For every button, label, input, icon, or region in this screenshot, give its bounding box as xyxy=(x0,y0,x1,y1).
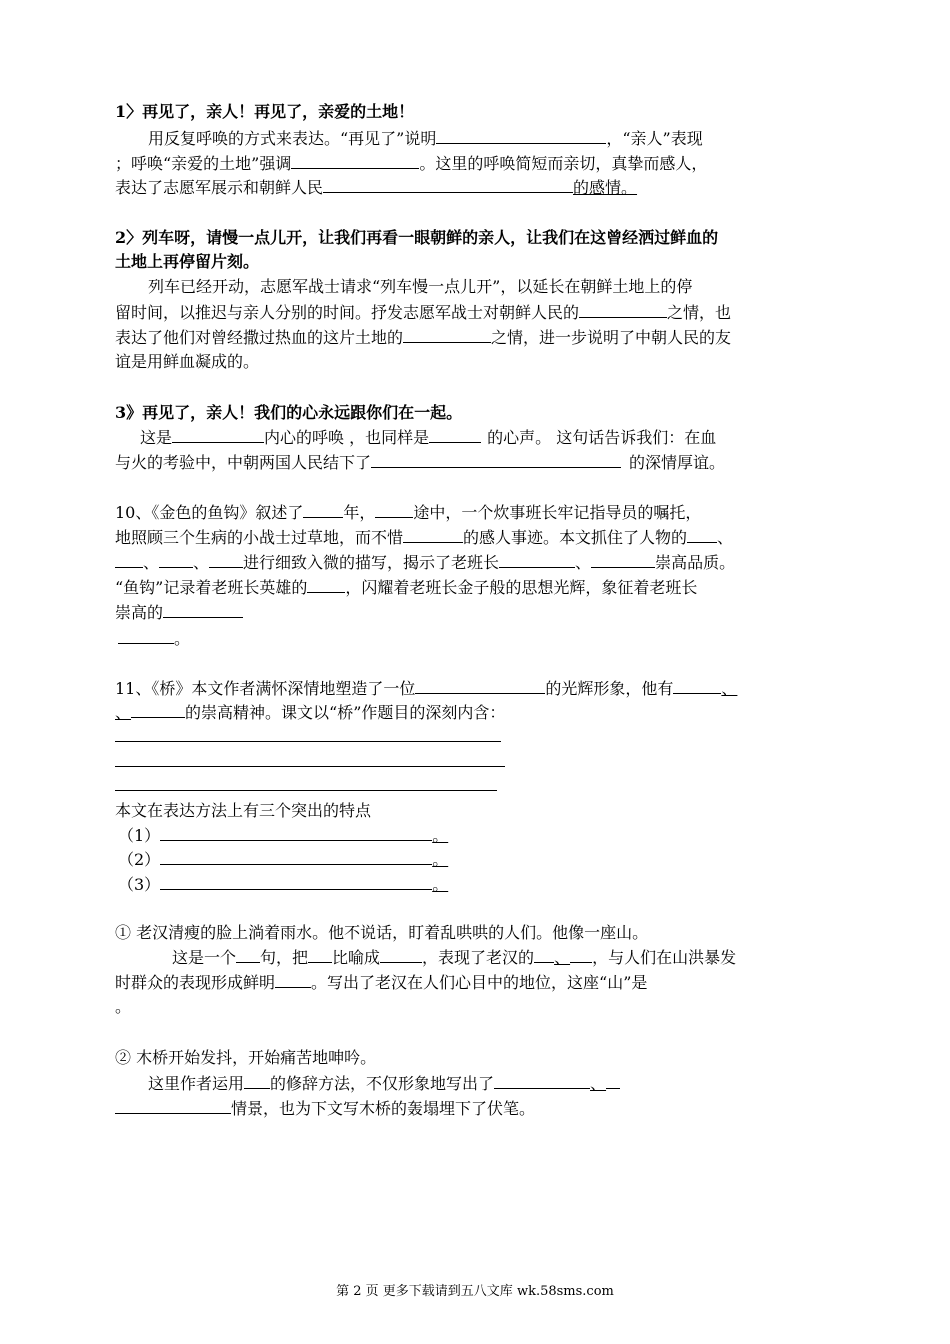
passage-2-quote: ② 木桥开始发抖，开始痛苦地呻吟。 xyxy=(115,1048,377,1067)
blank xyxy=(375,501,413,518)
text: 的修辞方法，不仅形象地写出了 xyxy=(270,1074,495,1093)
blank xyxy=(115,1097,231,1114)
passage-2-line-1 xyxy=(148,1072,620,1094)
blank xyxy=(499,551,575,568)
text: 。 xyxy=(432,875,449,894)
blank xyxy=(673,677,721,694)
text: 途中，一个炊事班长牢记指导员的嘱托， xyxy=(413,503,702,522)
text: 情景，也为下文写木桥的轰塌埋下了伏笔。 xyxy=(231,1099,536,1118)
blank xyxy=(236,946,260,963)
blank xyxy=(308,946,332,963)
text: ，“亲人”表现 xyxy=(606,129,703,148)
q11-features-heading: 本文在表达方法上有三个突出的特点 xyxy=(115,801,372,820)
blank xyxy=(687,526,717,543)
blank xyxy=(403,326,491,343)
text: （3） xyxy=(118,875,161,894)
text: ，与人们在山洪暴发 xyxy=(592,948,737,967)
text: 。 xyxy=(174,629,191,648)
blank xyxy=(172,426,264,443)
text: 。 xyxy=(432,826,449,845)
q11-item-3 xyxy=(118,873,448,895)
blank xyxy=(403,526,463,543)
text: 与火的考验中，中朝两国人民结下了 xyxy=(115,453,372,472)
text: 用反复呼唤的方式来表达。“再见了”说明 xyxy=(148,129,437,148)
text: 、 xyxy=(721,679,738,698)
text: 内心的呼唤 ，也同样是 xyxy=(264,428,430,447)
section-2-line-2 xyxy=(115,301,731,323)
q10-line-1 xyxy=(115,501,701,523)
text: 、 xyxy=(115,703,132,722)
text: 比喻成 xyxy=(332,948,381,967)
text: 、 xyxy=(575,553,592,572)
blank xyxy=(371,451,621,468)
blank xyxy=(429,426,481,443)
text: 的光辉形象，他有 xyxy=(545,679,674,698)
answer-line xyxy=(115,790,497,791)
text: 的崇高精神。课文以“桥”作题目的深刻内含： xyxy=(185,703,506,722)
blank xyxy=(131,701,185,718)
blank xyxy=(579,301,667,318)
blank xyxy=(160,848,432,865)
text: 句，把 xyxy=(260,948,309,967)
text: 11、《桥》本文作者满怀深情地塑造了一位 xyxy=(115,679,416,698)
text: 。这里的呼唤简短而亲切，真挚而感人， xyxy=(419,154,708,173)
answer-line xyxy=(115,741,501,742)
q10-line-3 xyxy=(115,551,735,573)
text: 之情，也 xyxy=(667,303,732,322)
blank xyxy=(606,1072,620,1089)
text: 表达了他们对曾经撒过热血的这片土地的 xyxy=(115,328,404,347)
passage-1-line-2 xyxy=(115,971,647,993)
q10-line-4 xyxy=(115,576,697,598)
blank xyxy=(534,946,554,963)
blank xyxy=(307,576,345,593)
text: 表达了志愿军展示和朝鲜人民 xyxy=(115,178,324,197)
answer-line xyxy=(115,766,505,767)
text: ；呼唤“亲爱的土地”强调 xyxy=(115,154,292,173)
text: 这是 xyxy=(140,428,173,447)
blank xyxy=(415,677,545,694)
text: 之情，进一步说明了中朝人民的友 xyxy=(491,328,732,347)
section-1-line-1 xyxy=(148,127,703,149)
blank xyxy=(160,873,432,890)
text: 年， xyxy=(343,503,376,522)
blank xyxy=(275,971,311,988)
blank xyxy=(570,946,592,963)
section-1-line-2 xyxy=(115,152,707,174)
text: 这是一个 xyxy=(172,948,237,967)
section-2-title-line-1: 2〉列车呀，请慢一点儿开，让我们再看一眼朝鲜的亲人，让我们在这曾经洒过鲜血的 xyxy=(115,228,719,247)
blank xyxy=(163,601,243,618)
text: 时群众的表现形成鲜明 xyxy=(115,973,276,992)
q10-line-6 xyxy=(118,627,190,649)
text: 。写出了老汉在人们心目中的地位，这座“山”是 xyxy=(311,973,648,992)
section-3-line-2 xyxy=(115,451,725,473)
passage-1-line-1 xyxy=(172,946,736,968)
section-2-line-1: 列车已经开动，志愿军战士请求“列车慢一点儿开”，以延长在朝鲜土地上的停 xyxy=(148,277,693,296)
text: 的心声。 这句话告诉我们：在血 xyxy=(487,428,717,447)
text: 留时间，以推迟与亲人分别的时间。抒发志愿军战士对朝鲜人民的 xyxy=(115,303,580,322)
text: 、 xyxy=(590,1074,607,1093)
text: 的感情。 xyxy=(573,178,638,197)
section-3-line-1 xyxy=(140,426,716,448)
text: 、 xyxy=(193,553,210,572)
section-1-line-3 xyxy=(115,176,637,198)
blank xyxy=(160,824,432,841)
text: 崇高品质。 xyxy=(655,553,736,572)
text: 、 xyxy=(717,528,734,547)
section-3-title: 3》再见了，亲人！我们的心永远跟你们在一起。 xyxy=(115,403,463,422)
section-2-line-4: 谊是用鲜血凝成的。 xyxy=(115,352,260,371)
blank xyxy=(494,1072,590,1089)
text: 地照顾三个生病的小战士过草地，而不惜 xyxy=(115,528,404,547)
text: （2） xyxy=(118,850,161,869)
section-2-line-3 xyxy=(115,326,731,348)
passage-1-line-3: 。 xyxy=(115,997,132,1016)
blank xyxy=(209,551,243,568)
q11-item-1 xyxy=(118,824,448,846)
text: 的感人事迹。本文抓住了人物的 xyxy=(463,528,688,547)
blank xyxy=(159,551,193,568)
q11-line-1 xyxy=(115,677,737,699)
text: 进行细致入微的描写，揭示了老班长 xyxy=(243,553,500,572)
blank xyxy=(591,551,655,568)
text: ，闪耀着老班长金子般的思想光辉，象征着老班长 xyxy=(345,578,698,597)
blank xyxy=(323,176,573,193)
text: （1） xyxy=(118,826,161,845)
blank xyxy=(303,501,343,518)
text: 的深情厚谊。 xyxy=(629,453,726,472)
blank xyxy=(115,551,143,568)
blank xyxy=(291,152,419,169)
q10-line-2 xyxy=(115,526,733,548)
section-1-title: 1〉再见了，亲人！再见了，亲爱的土地！ xyxy=(115,102,415,121)
text: 、 xyxy=(143,553,160,572)
blank xyxy=(436,127,606,144)
text: 、 xyxy=(554,948,571,967)
blank xyxy=(244,1072,270,1089)
blank xyxy=(118,627,174,644)
text: 这里作者运用 xyxy=(148,1074,245,1093)
q11-line-2 xyxy=(115,701,505,723)
text: 10、《金色的鱼钩》叙述了 xyxy=(115,503,304,522)
q11-item-2 xyxy=(118,848,448,870)
passage-2-line-2 xyxy=(115,1097,535,1119)
text: 崇高的 xyxy=(115,603,164,622)
text: “鱼钩”记录着老班长英雄的 xyxy=(115,578,308,597)
page-footer: 第 2 页 更多下载请到五八文库 wk.58sms.com xyxy=(336,1284,614,1299)
blank xyxy=(380,946,422,963)
q10-line-5 xyxy=(115,601,243,623)
text: ，表现了老汉的 xyxy=(422,948,535,967)
section-2-title-line-2: 土地上再停留片刻。 xyxy=(115,252,260,271)
text: 。 xyxy=(432,850,449,869)
passage-1-quote: ① 老汉清瘦的脸上淌着雨水。他不说话，盯着乱哄哄的人们。他像一座山。 xyxy=(115,923,649,942)
